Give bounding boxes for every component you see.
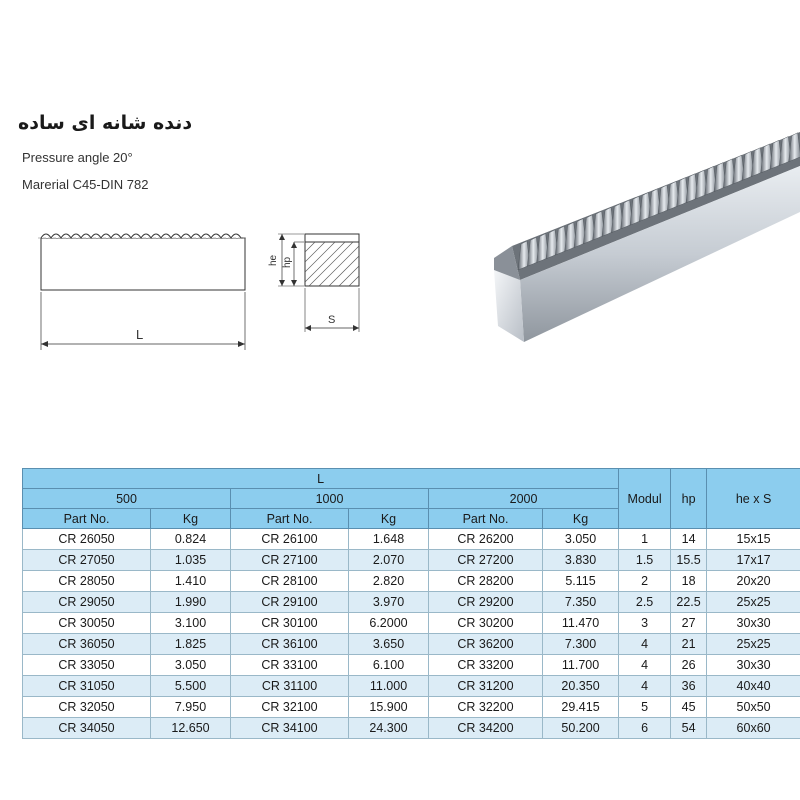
table-row: [23, 676, 800, 697]
table-row: [23, 571, 800, 592]
part-no-header: Part No.: [23, 509, 151, 529]
table-cell: 2: [619, 571, 671, 592]
he-label: he: [268, 254, 279, 266]
table-row: [23, 613, 800, 634]
table-cell: CR 36050: [23, 634, 151, 655]
table-cell: CR 29100: [231, 592, 349, 613]
table-cell: 2.820: [349, 571, 429, 592]
table-cell: CR 32100: [231, 697, 349, 718]
table-cell: 11.000: [349, 676, 429, 697]
table-cell: 40x40: [707, 676, 800, 697]
size-header: he x S: [707, 469, 800, 529]
material-spec: Marerial C45-DIN 782: [22, 177, 149, 192]
table-cell: CR 30100: [231, 613, 349, 634]
table-cell: 15x15: [707, 529, 800, 550]
table-cell: 15.900: [349, 697, 429, 718]
table-cell: 50x50: [707, 697, 800, 718]
table-cell: CR 32050: [23, 697, 151, 718]
gear-rack-product-image: [490, 120, 800, 360]
part-no-header: Part No.: [429, 509, 543, 529]
table-body: [23, 529, 800, 739]
table-cell: CR 32200: [429, 697, 543, 718]
modul-header: Modul: [619, 469, 671, 529]
rack-teeth-profile: [41, 234, 241, 238]
table-cell: 1.410: [151, 571, 231, 592]
table-cell: CR 33100: [231, 655, 349, 676]
table-cell: CR 36100: [231, 634, 349, 655]
table-row: [23, 718, 800, 739]
table-cell: CR 27200: [429, 550, 543, 571]
table-cell: CR 34200: [429, 718, 543, 739]
table-cell: 30x30: [707, 655, 800, 676]
table-cell: 5.500: [151, 676, 231, 697]
table-cell: 5.115: [543, 571, 619, 592]
table-cell: 11.470: [543, 613, 619, 634]
table-cell: 24.300: [349, 718, 429, 739]
table-row: [23, 550, 800, 571]
table-cell: 1.825: [151, 634, 231, 655]
table-cell: 26: [671, 655, 707, 676]
table-cell: 36: [671, 676, 707, 697]
table-cell: CR 28200: [429, 571, 543, 592]
length-group-header: L: [23, 469, 619, 489]
hp-header: hp: [671, 469, 707, 529]
table-cell: CR 29050: [23, 592, 151, 613]
kg-header: Kg: [151, 509, 231, 529]
table-cell: CR 34100: [231, 718, 349, 739]
table-row: [23, 634, 800, 655]
table-cell: 3.650: [349, 634, 429, 655]
table-cell: 18: [671, 571, 707, 592]
table-cell: 1.035: [151, 550, 231, 571]
table-cell: 60x60: [707, 718, 800, 739]
table-cell: CR 31200: [429, 676, 543, 697]
table-cell: CR 33050: [23, 655, 151, 676]
table-cell: 20x20: [707, 571, 800, 592]
hp-label: hp: [282, 256, 293, 268]
table-cell: 7.950: [151, 697, 231, 718]
table-cell: 21: [671, 634, 707, 655]
table-row: [23, 529, 800, 550]
table-cell: 27: [671, 613, 707, 634]
table-cell: CR 27050: [23, 550, 151, 571]
table-cell: CR 26200: [429, 529, 543, 550]
table-cell: 4: [619, 655, 671, 676]
table-cell: 1.648: [349, 529, 429, 550]
table-cell: CR 27100: [231, 550, 349, 571]
table-cell: 14: [671, 529, 707, 550]
table-cell: 4: [619, 676, 671, 697]
table-cell: 6.2000: [349, 613, 429, 634]
table-cell: 45: [671, 697, 707, 718]
page-title: دنده شانه ای ساده: [18, 112, 193, 134]
table-cell: CR 28100: [231, 571, 349, 592]
length-1000-header: 1000: [231, 489, 429, 509]
table-cell: CR 26100: [231, 529, 349, 550]
length-500-header: 500: [23, 489, 231, 509]
table-cell: CR 34050: [23, 718, 151, 739]
table-cell: 6.100: [349, 655, 429, 676]
part-no-header: Part No.: [231, 509, 349, 529]
table-cell: 54: [671, 718, 707, 739]
table-cell: 7.350: [543, 592, 619, 613]
table-cell: 20.350: [543, 676, 619, 697]
table-cell: CR 33200: [429, 655, 543, 676]
table-cell: CR 29200: [429, 592, 543, 613]
table-cell: CR 26050: [23, 529, 151, 550]
length-label: L: [136, 327, 144, 342]
kg-header: Kg: [349, 509, 429, 529]
table-cell: 30x30: [707, 613, 800, 634]
specifications-table-container: [22, 468, 800, 739]
table-cell: 1.990: [151, 592, 231, 613]
table-cell: 2.070: [349, 550, 429, 571]
table-cell: 17x17: [707, 550, 800, 571]
table-cell: 4: [619, 634, 671, 655]
table-cell: CR 31050: [23, 676, 151, 697]
table-cell: 5: [619, 697, 671, 718]
table-row: [23, 592, 800, 613]
table-cell: 12.650: [151, 718, 231, 739]
table-cell: 7.300: [543, 634, 619, 655]
table-cell: CR 30200: [429, 613, 543, 634]
table-cell: 0.824: [151, 529, 231, 550]
table-cell: 3.050: [151, 655, 231, 676]
table-cell: 6: [619, 718, 671, 739]
table-cell: 25x25: [707, 592, 800, 613]
table-cell: 3.050: [543, 529, 619, 550]
table-cell: 3: [619, 613, 671, 634]
table-cell: 50.200: [543, 718, 619, 739]
table-cell: CR 31100: [231, 676, 349, 697]
table-cell: 3.830: [543, 550, 619, 571]
table-cell: 3.100: [151, 613, 231, 634]
table-cell: 25x25: [707, 634, 800, 655]
table-cell: 2.5: [619, 592, 671, 613]
pressure-angle-spec: Pressure angle 20°: [22, 150, 133, 165]
specifications-table: [22, 468, 800, 739]
kg-header: Kg: [543, 509, 619, 529]
table-cell: CR 36200: [429, 634, 543, 655]
s-label: S: [328, 314, 336, 326]
table-cell: 15.5: [671, 550, 707, 571]
rack-technical-drawing: [30, 220, 370, 360]
table-cell: 11.700: [543, 655, 619, 676]
table-row: [23, 697, 800, 718]
length-2000-header: 2000: [429, 489, 619, 509]
table-cell: CR 30050: [23, 613, 151, 634]
table-cell: 22.5: [671, 592, 707, 613]
table-cell: 1.5: [619, 550, 671, 571]
table-cell: 29.415: [543, 697, 619, 718]
table-cell: 1: [619, 529, 671, 550]
table-cell: CR 28050: [23, 571, 151, 592]
table-row: [23, 655, 800, 676]
table-cell: 3.970: [349, 592, 429, 613]
